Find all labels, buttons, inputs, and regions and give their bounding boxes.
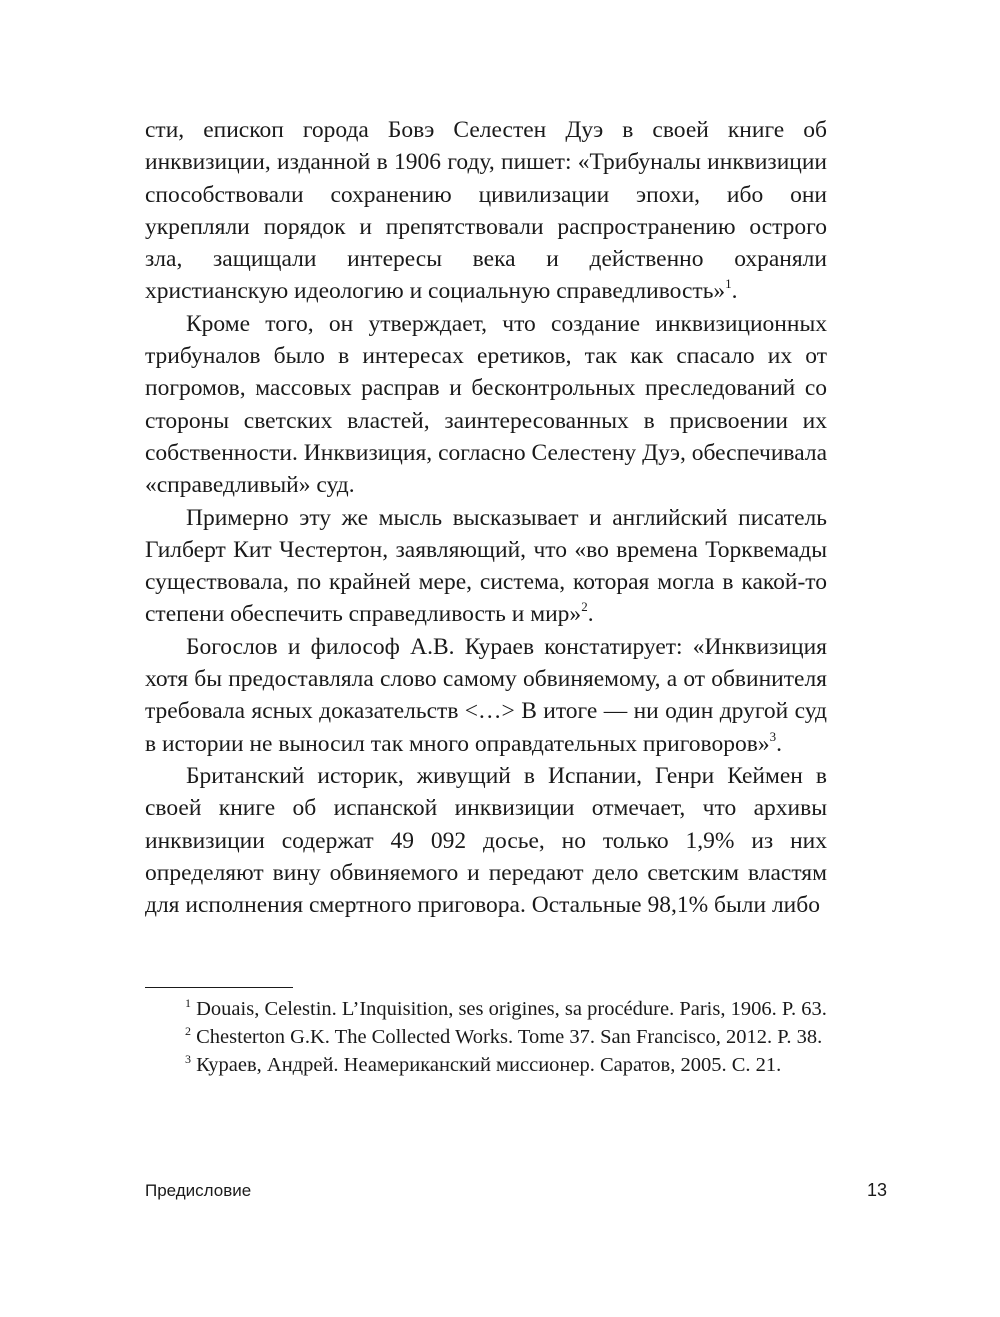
paragraph-1-text: сти, епископ города Бовэ Селестен Дуэ в своей книге об инквизиции, изданной в 1906 году, пишет: «Трибуналы инквизиции способствовали сохранению цивилизации эпохи, ибо они укрепляли порядок и препятствовали распространению острого зла, защищали интересы века и действенно охраняли христианскую идеологию и социальную справедливость» [145,117,827,305]
paragraph-3 [145,502,827,631]
footnote-2 [145,1023,827,1051]
footnote-1-text: Douais, Celestin. L’Inquisition, ses origines, sa procédure. Paris, 1906. P. 63. [196,998,827,1020]
paragraph-3-text: Примерно эту же мысль высказывает и английский писатель Гилберт Кит Честертон, заявляющий, что «во времена Торквемады существовала, по крайней мере, система, которая могла в какой-то степени обеспечить справедливость и мир» [145,504,827,628]
paragraph-3-tail: . [587,601,594,628]
footnote-ref-2[interactable]: 2 [581,599,588,615]
footnotes-section [145,995,827,1079]
paragraph-4-tail: . [776,730,782,757]
footnote-1-number: 1 [185,996,191,1010]
paragraph-4 [145,631,827,760]
footnote-2-number: 2 [185,1024,191,1038]
footnote-3-number: 3 [185,1052,191,1066]
footnote-3-text: Кураев, Андрей. Неамериканский миссионер. Саратов, 2005. С. 21. [196,1054,782,1076]
footnote-3 [145,1051,827,1079]
footnote-2-text: Chesterton G.K. The Collected Works. Tome 37. San Francisco, 2012. P. 38. [196,1026,823,1048]
paragraph-2: Кроме того, он утверждает, что создание инквизиционных трибуналов было в интересах еретиков, так как спасало их от погромов, массовых расправ и бесконтрольных преследований со стороны светских властей, заинтересованных в присвоении их собственности. Инквизиция, согласно Селестену Дуэ, обеспечивала «справедливый» суд. [145,310,827,499]
paragraph-1 [145,114,827,308]
main-text [145,114,827,921]
footnote-1 [145,995,827,1023]
footnote-ref-1[interactable]: 1 [725,276,732,292]
paragraph-1-tail: . [731,278,738,305]
running-footer-section-title: Предисловие [145,1181,252,1200]
footnote-ref-3[interactable]: 3 [769,728,777,744]
paragraph-4-text: Богослов и философ А.В. Кураев констатирует: «Инквизиция хотя бы предоставляла слово самому обвиняемому, а от обвинителя требовала ясных доказательств <…> В итоге — ни один другой суд в истории не выносил так много оправдательных приговоров» [145,633,827,757]
paragraph-5: Британский историк, живущий в Испании, Генри Кеймен в своей книге об испанской инквизиции отмечает, что архивы инквизиции содержат 49 092 досье, но только 1,9% из них определяют вину обвиняемого и передают дело светским властям для исполнения смертного приговора. Остальные 98,1% были либо [145,762,827,919]
page-number: 13 [866,1180,887,1200]
footnote-divider [145,987,293,988]
